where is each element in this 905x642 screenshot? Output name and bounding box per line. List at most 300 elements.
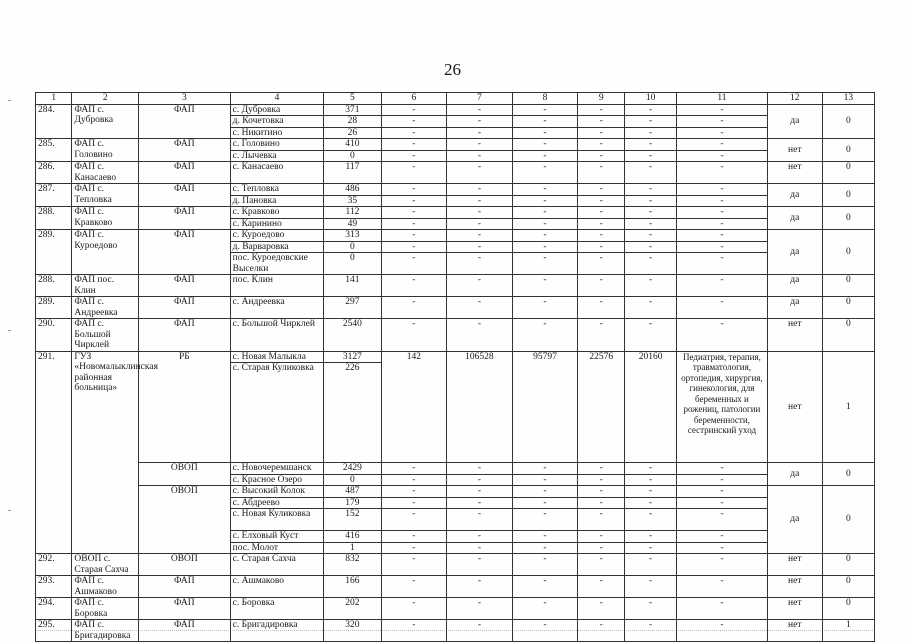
column-13-value: 0 — [822, 275, 874, 297]
settlement-name: с. Кравково — [230, 207, 324, 219]
column-header: 11 — [677, 93, 768, 105]
empty-value-dash: - — [447, 127, 513, 139]
empty-value-dash: - — [578, 531, 625, 543]
empty-value-dash: - — [447, 497, 513, 509]
empty-value-dash: - — [625, 241, 677, 253]
empty-value-dash: - — [381, 598, 447, 620]
empty-value-dash: - — [512, 150, 578, 162]
empty-value-dash: - — [625, 139, 677, 151]
margin-mark — [8, 510, 11, 511]
empty-value-dash: - — [447, 184, 513, 196]
table-row — [36, 275, 875, 297]
column-13-value: 1 — [822, 620, 874, 642]
settlement-name: с. Новая Куликовка — [230, 509, 324, 531]
settlement-name: с. Канасаево — [230, 162, 324, 184]
settlement-name: с. Куроедово — [230, 230, 324, 242]
facility-type: ФАП — [139, 184, 231, 207]
empty-value-dash: - — [447, 620, 513, 642]
column-12-value: нет — [767, 319, 822, 352]
facility-name: ФАП с. Ашмаково — [72, 576, 139, 598]
population-value: 226 — [324, 363, 381, 463]
empty-value-dash: - — [447, 253, 513, 275]
row-number: 285. — [36, 139, 72, 162]
empty-value-dash: - — [512, 275, 578, 297]
table-row — [36, 207, 875, 219]
empty-value-dash: - — [677, 218, 768, 230]
settlement-name: с. Головино — [230, 139, 324, 151]
settlement-name: с. Большой Чирклей — [230, 319, 324, 352]
population-value: 1 — [324, 542, 381, 554]
empty-value-dash: - — [625, 218, 677, 230]
empty-value-dash: - — [381, 542, 447, 554]
facility-type: ОВОП — [139, 463, 231, 486]
empty-value-dash: - — [512, 620, 578, 642]
empty-value-dash: - — [512, 486, 578, 498]
empty-value-dash: - — [512, 241, 578, 253]
column-12-value: да — [767, 463, 822, 486]
column-header: 7 — [447, 93, 513, 105]
settlement-name: с. Бригадировка — [230, 620, 324, 642]
empty-value-dash: - — [677, 598, 768, 620]
empty-value-dash: - — [447, 474, 513, 486]
empty-value-dash: - — [381, 474, 447, 486]
column-13-value: 0 — [822, 319, 874, 352]
row-number: 289. — [36, 297, 72, 319]
empty-value-dash: - — [625, 463, 677, 475]
facility-metric: 22576 — [578, 351, 625, 463]
population-value: 2429 — [324, 463, 381, 475]
empty-value-dash: - — [578, 241, 625, 253]
empty-value-dash: - — [578, 542, 625, 554]
empty-value-dash: - — [512, 474, 578, 486]
empty-value-dash: - — [578, 207, 625, 219]
empty-value-dash: - — [677, 463, 768, 475]
empty-value-dash: - — [447, 554, 513, 576]
population-value: 320 — [324, 620, 381, 642]
empty-value-dash: - — [381, 531, 447, 543]
table-row — [36, 598, 875, 620]
empty-value-dash: - — [625, 127, 677, 139]
empty-value-dash: - — [625, 319, 677, 352]
settlement-name: с. Высокий Колок — [230, 486, 324, 498]
empty-value-dash: - — [578, 116, 625, 128]
facility-name: ГУЗ «Новомалыклинская районная больница» — [72, 351, 139, 554]
empty-value-dash: - — [625, 150, 677, 162]
empty-value-dash: - — [578, 127, 625, 139]
column-13-value: 0 — [822, 230, 874, 275]
table-row — [36, 104, 875, 116]
empty-value-dash: - — [447, 195, 513, 207]
facility-type: ФАП — [139, 620, 231, 642]
column-12-value: да — [767, 184, 822, 207]
empty-value-dash: - — [625, 104, 677, 116]
empty-value-dash: - — [512, 127, 578, 139]
empty-value-dash: - — [512, 184, 578, 196]
empty-value-dash: - — [447, 241, 513, 253]
empty-value-dash: - — [625, 184, 677, 196]
empty-value-dash: - — [625, 207, 677, 219]
column-13-value: 0 — [822, 486, 874, 554]
empty-value-dash: - — [447, 150, 513, 162]
empty-value-dash: - — [447, 542, 513, 554]
empty-value-dash: - — [677, 497, 768, 509]
row-number: 294. — [36, 598, 72, 620]
empty-value-dash: - — [381, 319, 447, 352]
row-number: 287. — [36, 184, 72, 207]
empty-value-dash: - — [381, 104, 447, 116]
column-12-value: нет — [767, 554, 822, 576]
empty-value-dash: - — [625, 598, 677, 620]
table-row — [36, 139, 875, 151]
column-12-value: нет — [767, 139, 822, 162]
column-header: 10 — [625, 93, 677, 105]
population-value: 2540 — [324, 319, 381, 352]
empty-value-dash: - — [512, 116, 578, 128]
margin-mark — [8, 100, 11, 101]
empty-value-dash: - — [447, 104, 513, 116]
empty-value-dash: - — [578, 463, 625, 475]
empty-value-dash: - — [447, 509, 513, 531]
row-number: 295. — [36, 620, 72, 642]
population-value: 49 — [324, 218, 381, 230]
empty-value-dash: - — [447, 598, 513, 620]
settlement-name: с. Старая Куликовка — [230, 363, 324, 463]
table-row — [36, 486, 875, 498]
settlement-name: с. Лычевка — [230, 150, 324, 162]
table-row — [36, 184, 875, 196]
facility-metric: 20160 — [625, 351, 677, 463]
column-header: 5 — [324, 93, 381, 105]
facility-name: ФАП с. Большой Чирклей — [72, 319, 139, 352]
empty-value-dash: - — [381, 184, 447, 196]
column-12-value: да — [767, 230, 822, 275]
row-number: 293. — [36, 576, 72, 598]
empty-value-dash: - — [625, 297, 677, 319]
empty-value-dash: - — [578, 162, 625, 184]
empty-value-dash: - — [677, 542, 768, 554]
column-13-value: 0 — [822, 139, 874, 162]
settlement-name: пос. Куроедовские Выселки — [230, 253, 324, 275]
facility-name: ФАП с. Боровка — [72, 598, 139, 620]
empty-value-dash: - — [625, 275, 677, 297]
empty-value-dash: - — [578, 598, 625, 620]
empty-value-dash: - — [578, 319, 625, 352]
empty-value-dash: - — [381, 116, 447, 128]
empty-value-dash: - — [381, 509, 447, 531]
page-number: 26 — [444, 60, 461, 79]
column-header: 13 — [822, 93, 874, 105]
column-13-value: 0 — [822, 184, 874, 207]
table-row — [36, 620, 875, 642]
empty-value-dash: - — [578, 195, 625, 207]
empty-value-dash: - — [578, 150, 625, 162]
settlement-name: д. Пановка — [230, 195, 324, 207]
table-row — [36, 463, 875, 475]
table-row — [36, 576, 875, 598]
settlement-name: пос. Клин — [230, 275, 324, 297]
row-number: 288. — [36, 275, 72, 297]
empty-value-dash: - — [512, 162, 578, 184]
empty-value-dash: - — [578, 218, 625, 230]
empty-value-dash: - — [677, 319, 768, 352]
empty-value-dash: - — [381, 554, 447, 576]
column-12-value: нет — [767, 598, 822, 620]
population-value: 0 — [324, 150, 381, 162]
empty-value-dash: - — [381, 162, 447, 184]
column-13-value: 0 — [822, 598, 874, 620]
population-value: 3127 — [324, 351, 381, 363]
settlement-name: с. Новочеремшанск — [230, 463, 324, 475]
column-13-value: 0 — [822, 104, 874, 139]
settlement-name: с. Старая Сахча — [230, 554, 324, 576]
empty-value-dash: - — [578, 139, 625, 151]
empty-value-dash: - — [512, 104, 578, 116]
empty-value-dash: - — [381, 127, 447, 139]
facility-type: РБ — [139, 351, 231, 463]
column-12-value: нет — [767, 576, 822, 598]
empty-value-dash: - — [512, 230, 578, 242]
empty-value-dash: - — [512, 531, 578, 543]
empty-value-dash: - — [677, 127, 768, 139]
population-value: 26 — [324, 127, 381, 139]
empty-value-dash: - — [677, 230, 768, 242]
empty-value-dash: - — [677, 116, 768, 128]
empty-value-dash: - — [625, 576, 677, 598]
facility-type: ФАП — [139, 319, 231, 352]
empty-value-dash: - — [381, 150, 447, 162]
empty-value-dash: - — [447, 162, 513, 184]
settlement-name: с. Никитино — [230, 127, 324, 139]
empty-value-dash: - — [677, 486, 768, 498]
empty-value-dash: - — [512, 598, 578, 620]
facility-name: ФАП с. Дубровка — [72, 104, 139, 139]
empty-value-dash: - — [578, 275, 625, 297]
empty-value-dash: - — [381, 497, 447, 509]
column-12-value: нет — [767, 162, 822, 184]
empty-value-dash: - — [512, 218, 578, 230]
table-row — [36, 319, 875, 352]
column-header: 2 — [72, 93, 139, 105]
population-value: 297 — [324, 297, 381, 319]
empty-value-dash: - — [677, 195, 768, 207]
empty-value-dash: - — [578, 486, 625, 498]
settlement-name: с. Каринино — [230, 218, 324, 230]
empty-value-dash: - — [625, 509, 677, 531]
empty-value-dash: - — [381, 297, 447, 319]
empty-value-dash: - — [625, 542, 677, 554]
empty-value-dash: - — [447, 218, 513, 230]
empty-value-dash: - — [677, 207, 768, 219]
empty-value-dash: - — [677, 554, 768, 576]
settlement-name: пос. Молот — [230, 542, 324, 554]
facility-type: ФАП — [139, 139, 231, 162]
column-12-value: да — [767, 275, 822, 297]
empty-value-dash: - — [578, 497, 625, 509]
row-number: 288. — [36, 207, 72, 230]
empty-value-dash: - — [625, 474, 677, 486]
population-value: 486 — [324, 184, 381, 196]
population-value: 371 — [324, 104, 381, 116]
empty-value-dash: - — [381, 576, 447, 598]
margin-mark — [8, 330, 11, 331]
population-value: 166 — [324, 576, 381, 598]
table-row — [36, 351, 875, 363]
population-value: 416 — [324, 531, 381, 543]
facility-type: ФАП — [139, 598, 231, 620]
table-row — [36, 162, 875, 184]
empty-value-dash: - — [512, 554, 578, 576]
empty-value-dash: - — [677, 509, 768, 531]
facility-type: ФАП — [139, 576, 231, 598]
empty-value-dash: - — [625, 486, 677, 498]
empty-value-dash: - — [677, 150, 768, 162]
population-value: 0 — [324, 474, 381, 486]
empty-value-dash: - — [447, 275, 513, 297]
row-number: 291. — [36, 351, 72, 554]
empty-value-dash: - — [578, 620, 625, 642]
table-row — [36, 297, 875, 319]
empty-value-dash: - — [447, 297, 513, 319]
specialties: Педиатрия, терапия, травматология, ортопедия, хирургия, гинекология, для беременных и рожениц, патологии беременности, сестринский уход — [677, 351, 768, 463]
column-13-value: 0 — [822, 297, 874, 319]
empty-value-dash: - — [447, 319, 513, 352]
facility-name: ОВОП с. Старая Сахча — [72, 554, 139, 576]
empty-value-dash: - — [512, 542, 578, 554]
empty-value-dash: - — [447, 486, 513, 498]
facility-metric: 142 — [381, 351, 447, 463]
empty-value-dash: - — [677, 253, 768, 275]
column-12-value: да — [767, 207, 822, 230]
empty-value-dash: - — [512, 463, 578, 475]
empty-value-dash: - — [578, 253, 625, 275]
column-13-value: 0 — [822, 207, 874, 230]
facilities-table — [35, 92, 875, 642]
facility-name: ФАП с. Тепловка — [72, 184, 139, 207]
population-value: 832 — [324, 554, 381, 576]
row-number: 289. — [36, 230, 72, 275]
column-header: 6 — [381, 93, 447, 105]
empty-value-dash: - — [381, 275, 447, 297]
facility-type: ФАП — [139, 207, 231, 230]
facility-name: ФАП с. Кравково — [72, 207, 139, 230]
empty-value-dash: - — [447, 531, 513, 543]
empty-value-dash: - — [625, 162, 677, 184]
column-13-value: 0 — [822, 162, 874, 184]
row-number: 290. — [36, 319, 72, 352]
empty-value-dash: - — [512, 207, 578, 219]
population-value: 0 — [324, 241, 381, 253]
column-12-value: да — [767, 486, 822, 554]
settlement-name: с. Дубровка — [230, 104, 324, 116]
facility-type: ФАП — [139, 104, 231, 139]
population-value: 141 — [324, 275, 381, 297]
empty-value-dash: - — [625, 253, 677, 275]
empty-value-dash: - — [578, 576, 625, 598]
settlement-name: д. Варваровка — [230, 241, 324, 253]
population-value: 0 — [324, 253, 381, 275]
empty-value-dash: - — [625, 554, 677, 576]
facility-type: ФАП — [139, 230, 231, 275]
empty-value-dash: - — [512, 195, 578, 207]
empty-value-dash: - — [512, 297, 578, 319]
population-value: 313 — [324, 230, 381, 242]
facility-type: ОВОП — [139, 486, 231, 554]
facility-name: ФАП с. Головино — [72, 139, 139, 162]
column-12-value: да — [767, 297, 822, 319]
empty-value-dash: - — [381, 486, 447, 498]
table-row — [36, 230, 875, 242]
column-13-value: 0 — [822, 576, 874, 598]
empty-value-dash: - — [677, 104, 768, 116]
column-13-value: 1 — [822, 351, 874, 463]
empty-value-dash: - — [578, 104, 625, 116]
column-13-value: 0 — [822, 554, 874, 576]
empty-value-dash: - — [381, 253, 447, 275]
empty-value-dash: - — [512, 576, 578, 598]
population-value: 487 — [324, 486, 381, 498]
facility-type: ФАП — [139, 297, 231, 319]
empty-value-dash: - — [625, 116, 677, 128]
column-header: 9 — [578, 93, 625, 105]
empty-value-dash: - — [447, 576, 513, 598]
empty-value-dash: - — [625, 497, 677, 509]
population-value: 28 — [324, 116, 381, 128]
empty-value-dash: - — [677, 576, 768, 598]
empty-value-dash: - — [381, 241, 447, 253]
empty-value-dash: - — [381, 620, 447, 642]
empty-value-dash: - — [677, 297, 768, 319]
settlement-name: с. Новая Малыкла — [230, 351, 324, 363]
column-header: 4 — [230, 93, 324, 105]
empty-value-dash: - — [677, 275, 768, 297]
facility-type: ФАП — [139, 275, 231, 297]
facility-name: ФАП с. Канасаево — [72, 162, 139, 184]
empty-value-dash: - — [447, 116, 513, 128]
empty-value-dash: - — [677, 620, 768, 642]
facility-metric: 106528 — [447, 351, 513, 463]
empty-value-dash: - — [447, 207, 513, 219]
settlement-name: с. Абдреево — [230, 497, 324, 509]
population-value: 112 — [324, 207, 381, 219]
column-12-value: да — [767, 104, 822, 139]
empty-value-dash: - — [625, 620, 677, 642]
table-row — [36, 554, 875, 576]
settlement-name: с. Ашмаково — [230, 576, 324, 598]
empty-value-dash: - — [512, 497, 578, 509]
empty-value-dash: - — [381, 195, 447, 207]
row-number: 292. — [36, 554, 72, 576]
empty-value-dash: - — [578, 184, 625, 196]
population-value: 202 — [324, 598, 381, 620]
column-header: 12 — [767, 93, 822, 105]
facility-name: ФАП с. Куроедово — [72, 230, 139, 275]
empty-value-dash: - — [381, 207, 447, 219]
population-value: 35 — [324, 195, 381, 207]
facility-metric: 95797 — [512, 351, 578, 463]
empty-value-dash: - — [578, 230, 625, 242]
column-13-value: 0 — [822, 463, 874, 486]
population-value: 117 — [324, 162, 381, 184]
column-12-value: нет — [767, 620, 822, 642]
empty-value-dash: - — [677, 162, 768, 184]
row-number: 286. — [36, 162, 72, 184]
row-number: 284. — [36, 104, 72, 139]
empty-value-dash: - — [677, 474, 768, 486]
empty-value-dash: - — [447, 463, 513, 475]
column-header: 3 — [139, 93, 231, 105]
settlement-name: с. Боровка — [230, 598, 324, 620]
empty-value-dash: - — [625, 195, 677, 207]
